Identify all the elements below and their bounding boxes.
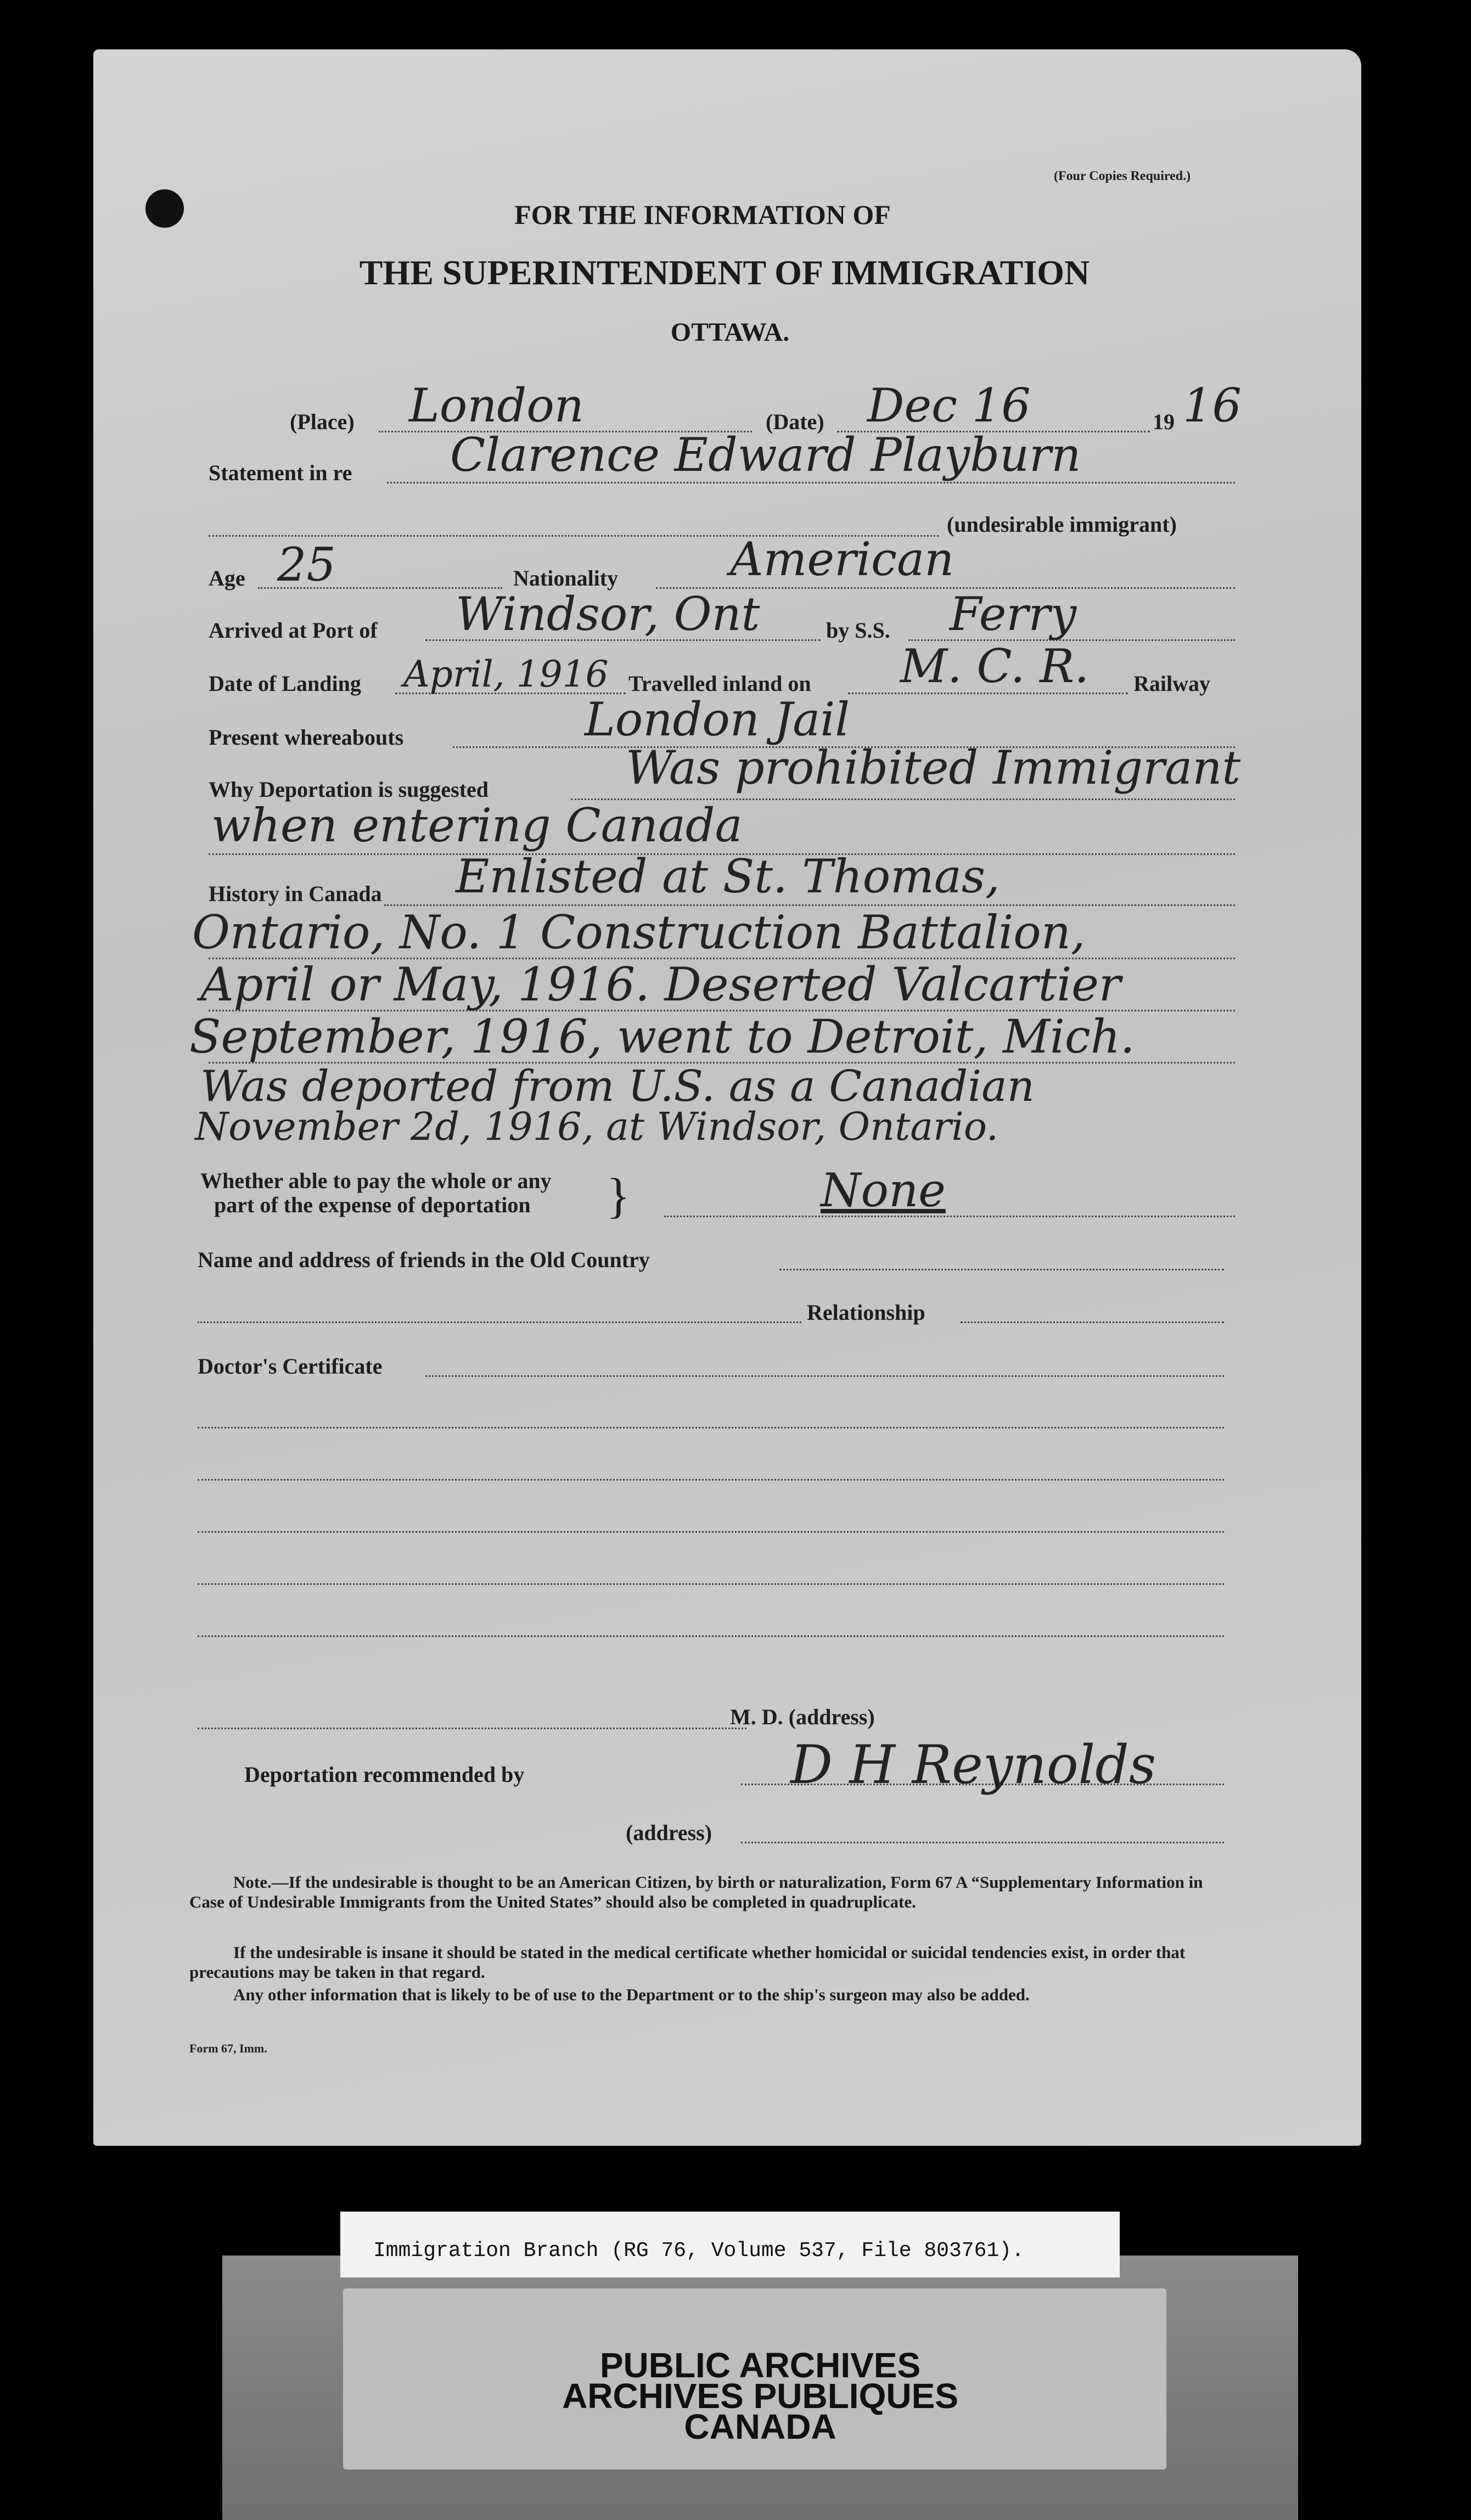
label-arrived: Arrived at Port of: [209, 618, 378, 643]
note-paragraph-2: If the undesirable is insane it should be stated in the medical certificate whether homicidal or suicidal tendencies exist, in order that precautions may be taken in that regard.: [189, 1943, 1186, 1982]
label-railway: Railway: [1133, 671, 1210, 696]
value-history-2: Ontario, No. 1 Construction Battalion,: [192, 905, 1086, 959]
form-number: Form 67, Imm.: [189, 2041, 267, 2055]
label-md-address: M. D. (address): [730, 1705, 875, 1729]
value-history-6: November 2d, 1916, at Windsor, Ontario.: [195, 1104, 998, 1149]
label-able-pay-2: part of the expense of deportation: [214, 1192, 531, 1217]
value-age: 25: [277, 538, 336, 592]
label-address: (address): [626, 1820, 712, 1845]
line-md: [198, 1728, 746, 1729]
label-year: 19: [1153, 409, 1175, 434]
archive-reference: Immigration Branch (RG 76, Volume 537, File 803761).: [373, 2239, 1024, 2263]
archive-reference-label: [340, 2212, 1120, 2277]
header-line-2: THE SUPERINTENDENT OF IMMIGRATION: [359, 253, 1090, 292]
archive-stamp: [222, 2255, 1298, 2520]
value-whereabouts: London Jail: [585, 693, 850, 746]
value-ship: Ferry: [950, 587, 1077, 641]
stamp-line-2: ARCHIVES PUBLIQUES: [562, 2376, 958, 2416]
value-date: Dec 16: [867, 379, 1031, 432]
value-railway: M. C. R.: [900, 639, 1090, 693]
label-able-pay-1: Whether able to pay the whole or any: [200, 1168, 552, 1193]
value-port: Windsor, Ont: [456, 587, 760, 641]
label-travelled: Travelled inland on: [628, 671, 811, 696]
label-history: History in Canada: [209, 881, 382, 906]
value-name: Clarence Edward Playburn: [450, 428, 1081, 482]
line-statement: [387, 482, 1235, 483]
label-date-landing: Date of Landing: [209, 671, 361, 696]
value-able-pay: None: [821, 1163, 946, 1217]
signature: D H Reynolds: [790, 1734, 1156, 1796]
label-date: (Date): [766, 409, 824, 434]
value-why-2: when entering Canada: [211, 798, 743, 852]
line-friends-2: [198, 1321, 801, 1323]
note-paragraph-1: Note.—If the undesirable is thought to be an American Citizen, by birth or naturalization, Form 67 A “Supplementary Information in Case of Undesirable Immigrants from the United States” should also be completed in quadruplicate.: [189, 1872, 1203, 1911]
line-address: [741, 1842, 1224, 1843]
brace: }: [607, 1169, 631, 1223]
line-doctor-5: [198, 1583, 1224, 1585]
value-nationality: American: [730, 532, 955, 586]
value-place: London: [409, 379, 584, 432]
value-history-3: April or May, 1916. Deserted Valcartier: [200, 958, 1121, 1011]
line-relationship: [961, 1321, 1224, 1323]
line-friends: [779, 1269, 1224, 1270]
label-statement: Statement in re: [209, 460, 352, 485]
label-nationality: Nationality: [513, 566, 619, 590]
value-why-1: Was prohibited Immigrant: [626, 741, 1241, 795]
label-recommended: Deportation recommended by: [244, 1762, 525, 1787]
value-year: 16: [1183, 379, 1242, 432]
line-doctor-4: [198, 1531, 1224, 1533]
label-relationship: Relationship: [807, 1300, 925, 1325]
label-why: Why Deportation is suggested: [209, 777, 489, 802]
stamp-line-1: PUBLIC ARCHIVES: [599, 2345, 921, 2385]
label-by-ss: by S.S.: [826, 618, 890, 643]
header-line-3: OTTAWA.: [670, 318, 790, 347]
label-friends: Name and address of friends in the Old Country: [198, 1247, 650, 1272]
value-landing: April, 1916: [403, 653, 609, 695]
copies-note: (Four Copies Required.): [1054, 169, 1191, 183]
value-history-4: September, 1916, went to Detroit, Mich.: [189, 1010, 1135, 1064]
stamp-line-3: CANADA: [684, 2407, 836, 2446]
label-doctor: Doctor's Certificate: [198, 1354, 383, 1379]
line-able-pay: [664, 1216, 1235, 1217]
label-undesirable: (undesirable immigrant): [947, 512, 1177, 537]
line-doctor-1: [425, 1375, 1224, 1377]
label-whereabouts: Present whereabouts: [209, 725, 404, 750]
line-doctor-2: [198, 1427, 1224, 1428]
label-age: Age: [209, 566, 245, 590]
line-doctor-3: [198, 1479, 1224, 1481]
value-history-1: Enlisted at St. Thomas,: [456, 850, 1000, 903]
line-doctor-6: [198, 1635, 1224, 1637]
header-line-1: FOR THE INFORMATION OF: [514, 199, 891, 230]
note-paragraph-3: Any other information that is likely to be of use to the Department or to the ship's surgeon may also be added.: [233, 1985, 1030, 2004]
label-place: (Place): [290, 409, 355, 434]
value-history-5: Was deported from U.S. as a Canadian: [200, 1062, 1035, 1111]
